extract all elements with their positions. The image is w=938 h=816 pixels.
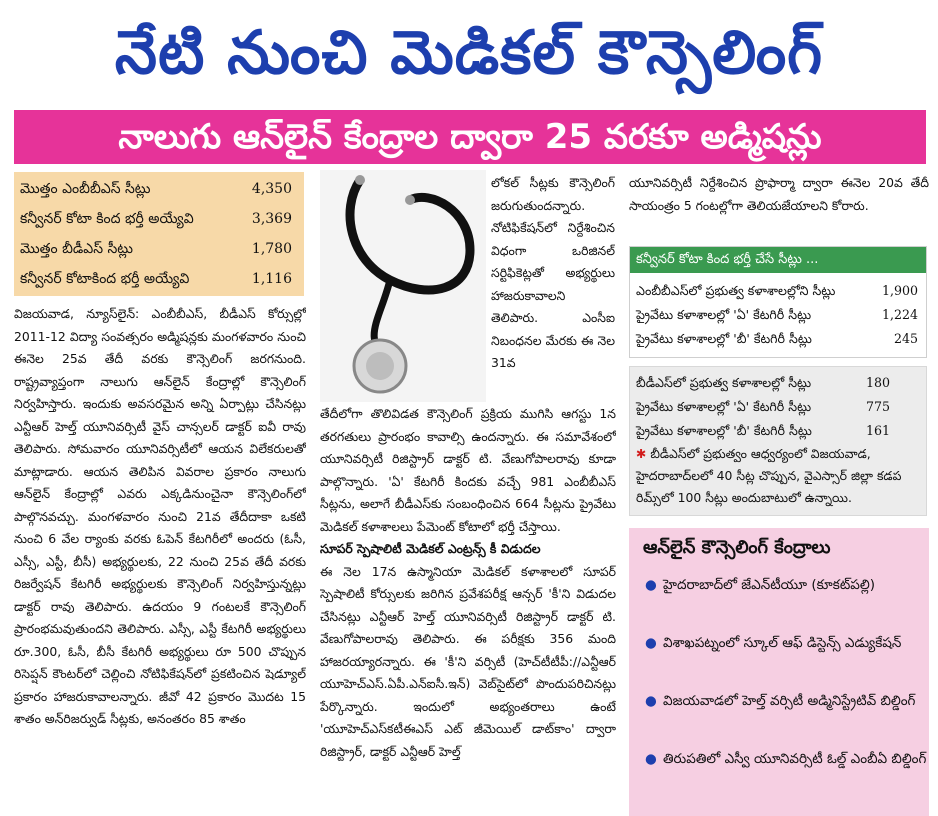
- panel-row-label: ఎంబీబీఎస్‌లో ప్రభుత్వ కళాశాలల్లోని సీట్లు: [636, 283, 836, 298]
- panel-row: [636, 419, 890, 443]
- seat-stats-box: [14, 172, 304, 296]
- article-column-2: [320, 403, 616, 816]
- stat-row: [20, 238, 296, 260]
- article-paragraph: తేదీలోగా తొలివిడత కౌన్సెలింగ్ ప్రక్రియ ముగిసి ఆగస్టు 1న తరగతులు ప్రారంభం కావాల్సి ఉందన్నారు. ఈ సమావేశంలో యూనివర్సిటీ రిజిస్ట్రార్ డాక్టర్ టి. వేణుగోపాలరావు కూడా పాల్గొన్నారు. 'ఏ' కేటగిరీ కిందకు వచ్చే 981 ఎంబీబీఎస్ సీట్లను, అలాగే బీడీఎస్‌కు సంబంధించిన 664 సీట్లను ప్రైవేటు మెడికల్ కళాశాలలు పేమెంట్ కోటాలో భర్తీ చేస్తాయి.: [320, 406, 616, 534]
- headline: నేటి నుంచి మెడికల్ కౌన్సెలింగ్: [114, 18, 824, 88]
- bds-note: [636, 443, 922, 509]
- stat-value: 4,350: [251, 181, 292, 197]
- bullet-icon: ●: [645, 635, 657, 651]
- panel-row: [636, 371, 890, 395]
- panel-row: [636, 279, 918, 303]
- stat-label: కన్వీనర్ కోటాకింద భర్తీ అయ్యేవి: [20, 271, 190, 287]
- subheadline: నాలుగు ఆన్‌లైన్ కేంద్రాల ద్వారా 25 వరకూ అడ్మిషన్లు: [14, 110, 926, 164]
- center-item: [643, 748, 938, 770]
- article-paragraph: ఈ నెల 17న ఉస్మానియా మెడికల్ కళాశాలలో సూపర్ స్పెషాలిటీ కోర్సులకు జరిగిన ప్రవేశపరీక్ష ఆన్సర్ 'కీ'ని విడుదల చేసినట్లు ఎన్టీఆర్ హెల్త్ యూనివర్సిటీ రిజిస్ట్రార్ డాక్టర్ టి. వేణుగోపాలరావు తెలిపారు. ఈ పరీక్షకు 356 మంది హాజరయ్యారన్నారు. ఈ 'కీ'ని వర్సిటీ (హెచ్‌టీటీపీ://ఎన్టీఆర్ యూహెచ్ఎస్.ఏపీ.ఎన్ఐసీ.ఇన్) వెబ్‌సైట్‌లో పొందుపరిచినట్లు పేర్కొన్నారు. ఇందులో అభ్యంతరాలు ఉంటే 'యూహెచ్ఎస్‌కటీఈఎస్ ఎట్ జీమెయిల్ డాట్‌కాం' ద్వారా రిజిస్ట్రార్, డాక్టర్ ఎన్టీఆర్ హెల్త్: [320, 563, 616, 759]
- star-bullet-icon: ✱: [636, 446, 651, 461]
- stat-label: మొత్తం బీడీఎస్ సీట్లు: [20, 241, 133, 257]
- panel-row-label: ప్రైవేటు కళాశాలల్లో 'ఏ' కేటగిరీ సీట్లు: [636, 307, 812, 322]
- article-column-1: [14, 303, 306, 816]
- panel-title: కన్వీనర్ కోటా కింద భర్తీ చేసే సీట్లు ...: [630, 247, 926, 273]
- stat-label: మొత్తం ఎంబీబీఎస్ సీట్లు: [20, 181, 151, 197]
- panel-row-value: 1,900: [881, 283, 918, 298]
- bullet-icon: ●: [645, 577, 657, 593]
- article-column-2-top: [491, 172, 615, 404]
- panel-row-value: 161: [865, 423, 890, 438]
- panel-row-value: 775: [865, 399, 890, 414]
- article-paragraph: యూనివర్సిటీ నిర్దేశించిన ప్రొఫార్మా ద్వారా ఈనెల 20వ తేదీ సాయంత్రం 5 గంటల్లోగా తెలియజేయాలని కోరారు.: [629, 175, 929, 213]
- stat-row: [20, 268, 296, 290]
- center-item-text: హైదరాబాద్‌లో జేఎన్‌టీయూ (కూకట్‌పల్లి): [663, 577, 876, 593]
- article-paragraph: లోకల్ సీట్లకు కౌన్సెలింగ్ జరుగుతుందన్నారు. నోటిఫికేషన్‌లో నిర్దేశించిన విధంగా ఒరిజినల్ సర్టిఫికెట్లతో అభ్యర్థులు హాజరుకావాలని తెలిపారు. ఎంసీఐ నిబంధనల మేరకు ఈ నెల 31వ: [491, 175, 615, 370]
- center-item-text: విశాఖపట్నంలో స్కూల్ ఆఫ్ డిస్టెన్స్ ఎడ్యుకేషన్: [663, 635, 902, 651]
- center-item: [643, 574, 938, 596]
- stat-row: [20, 208, 296, 230]
- panel-row-label: ప్రైవేటు కళాశాలల్లో 'బీ' కేటగిరీ సీట్లు: [636, 423, 812, 438]
- bds-note-text: బీడీఎస్‌లో ప్రభుత్వం ఆధ్వర్యంలో విజయవాడ, హైదరాబాద్‌లలో 40 సీట్ల చొప్పున, వైఎస్సార్ జిల్లా కడప రిమ్స్‌లో 100 సీట్లు అందుబాటులో ఉన్నాయి.: [636, 446, 902, 505]
- bullet-icon: ●: [645, 751, 657, 767]
- bullet-icon: ●: [645, 693, 657, 709]
- online-centers-panel: [629, 528, 929, 816]
- panel-row-value: 1,224: [881, 307, 918, 322]
- article-subheading: సూపర్ స్పెషాలిటీ మెడికల్ ఎంట్రన్స్ కీ విడుదల: [320, 541, 541, 556]
- stat-value: 1,116: [251, 271, 292, 287]
- center-item: [643, 632, 938, 654]
- panel-row-label: బీడీఎస్‌లో ప్రభుత్వ కళాశాలల్లో సీట్లు: [636, 375, 812, 390]
- center-item-text: తిరుపతిలో ఎస్వీ యూనివర్సిటీ ఓల్డ్ ఎంబీఏ బిల్డింగ్: [663, 751, 927, 767]
- stat-label: కన్వీనర్ కోటా కింద భర్తీ అయ్యేవి: [20, 211, 194, 227]
- panel-row-label: ప్రైవేటు కళాశాలల్లో 'బీ' కేటగిరీ సీట్లు: [636, 331, 812, 346]
- panel-row-value: 245: [893, 331, 918, 346]
- stethoscope-icon: [320, 170, 486, 402]
- stat-row: [20, 178, 296, 200]
- stat-value: 1,780: [251, 241, 292, 257]
- center-item: [643, 690, 938, 712]
- stethoscope-photo: [320, 170, 486, 402]
- article-column-3-top: [629, 172, 929, 242]
- article-paragraph: విజయవాడ, న్యూస్‌లైన్: ఎంబీబీఎస్, బీడీఎస్ కోర్సుల్లో 2011-12 విద్యా సంవత్సరం అడ్మిషన్లకు మంగళవారం నుంచి ఈనెల 25వ తేదీ వరకు కౌన్సెలింగ్ జరగనుంది. రాష్ట్రవ్యాప్తంగా నాలుగు ఆన్‌లైన్ కేంద్రాల్లో కౌన్సెలింగ్ నిర్వహిస్తారు. ఇందుకు అవసరమైన అన్ని ఏర్పాట్లు చేసినట్లు ఎన్టీఆర్ హెల్త్ యూనివర్సిటీ వైస్ చాన్సలర్ డాక్టర్ ఐవీ రావు తెలిపారు. సోమవారం యూనివర్సిటీలో ఆయన విలేకరులతో మాట్లాడారు. ఆయన తెలిపిన వివరాల ప్రకారం నాలుగు ఆన్‌లైన్ కేంద్రాల్లో ఎవరు ఎక్కడినుంచైనా కౌన్సెలింగ్‌లో పాల్గొనవచ్చు. మంగళవారం నుంచి 21వ తేదీదాకా ఒకటి నుంచి 6 వేల ర్యాంకు వరకు ఓపెన్ కేటగిరీలో అందరు (ఓసీ, ఎస్సీ, ఎస్టీ, బీసీ) అభ్యర్థులకు, 22 నుంచి 25వ తేదీ వరకు రిజర్వేషన్ కేటగిరీ అభ్యర్థులకు కౌన్సెలింగ్ నిర్వహిస్తున్నట్లు డాక్టర్ రావు తెలిపారు. ఉదయం 9 గంటలకే కౌన్సెలింగ్ ప్రారంభమవుతుందని తెలిపారు. ఎస్సీ, ఎస్టీ కేటగిరీ అభ్యర్థులు రూ.300, ఓసీ, బీసీ కేటగిరీ అభ్యర్థులు రూ 500 చొప్పున రిసెప్షన్ కౌంటర్‌లో చెల్లించి నోటిఫికేషన్‌లో ప్రకటించిన షెడ్యూల్ ప్రకారం హాజరుకావాలన్నారు. జీవో 42 ప్రకారం మొదట 15 శాతం అన్‌రిజర్వుడ్ సీట్లకు, అనంతరం 85 శాతం: [14, 306, 306, 726]
- panel-row-label: ప్రైవేటు కళాశాలల్లో 'ఏ' కేటగిరీ సీట్లు: [636, 399, 812, 414]
- panel-row: [636, 303, 918, 327]
- convenor-quota-panel: [629, 246, 927, 358]
- panel-row-value: 180: [865, 375, 890, 390]
- centers-title: ఆన్‌లైన్ కౌన్సెలింగ్ కేంద్రాలు: [643, 537, 831, 558]
- panel-row: [636, 395, 890, 419]
- bds-seats-panel: [629, 366, 927, 516]
- stat-value: 3,369: [251, 211, 292, 227]
- panel-row: [636, 327, 918, 351]
- center-item-text: విజయవాడలో హెల్త్ వర్సిటీ అడ్మినిస్ట్రేటివ్ బిల్డింగ్: [663, 693, 916, 709]
